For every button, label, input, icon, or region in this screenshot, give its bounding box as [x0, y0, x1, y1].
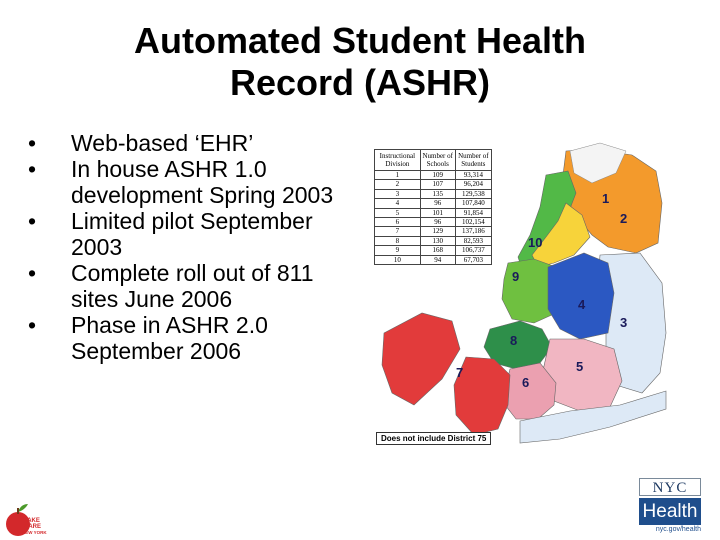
table-cell: 130	[420, 236, 455, 245]
map-label-4: 4	[578, 297, 586, 312]
table-row	[375, 199, 492, 208]
map-label-7: 7	[456, 365, 464, 380]
column-header: Number of Students	[455, 150, 491, 171]
map-label-2: 2	[620, 211, 628, 226]
map-label-10: 10	[528, 235, 543, 250]
health-logo-text: Health	[639, 498, 701, 525]
logo-url: nyc.gov/health	[655, 526, 701, 533]
table-row	[375, 218, 492, 227]
svg-text:NEW YORK: NEW YORK	[22, 530, 47, 535]
svg-text:TAKE: TAKE	[24, 518, 40, 524]
map-label-5: 5	[576, 359, 584, 374]
table-cell: 91,854	[455, 208, 491, 217]
bullet-list	[28, 130, 358, 364]
table-cell: 96	[420, 199, 455, 208]
bullet-item	[28, 208, 358, 260]
bullet-item	[28, 260, 358, 312]
bullet-item	[28, 130, 358, 156]
bullet-item	[28, 312, 358, 364]
bullet-text: Complete roll out of 811 sites June 2006	[71, 260, 314, 312]
table-cell: 4	[375, 199, 421, 208]
bullet-marker: •	[28, 156, 37, 182]
table-cell: 67,703	[455, 255, 491, 264]
bullet-text: Phase in ASHR 2.0 September 2006	[71, 312, 268, 364]
table-cell: 96	[420, 218, 455, 227]
map-label-9: 9	[512, 269, 520, 284]
division-table	[374, 149, 492, 265]
table-cell: 101	[420, 208, 455, 217]
nyc-health-logo	[639, 478, 701, 536]
table-cell: 129,538	[455, 189, 491, 198]
table-header-row	[375, 150, 492, 171]
table-cell: 137,186	[455, 227, 491, 236]
table-cell: 6	[375, 218, 421, 227]
table-cell: 93,314	[455, 171, 491, 180]
table-cell: 109	[420, 171, 455, 180]
bullet-text: Web-based ‘EHR’	[71, 130, 254, 156]
table-row	[375, 180, 492, 189]
map-label-1: 1	[602, 191, 610, 206]
table-row	[375, 227, 492, 236]
map-label-8: 8	[510, 333, 518, 348]
table-cell: 8	[375, 236, 421, 245]
bullet-marker: •	[28, 208, 37, 234]
column-header: Instructional Division	[375, 150, 421, 171]
slide-title	[40, 20, 680, 104]
map-label-6: 6	[522, 375, 530, 390]
table-cell: 3	[375, 189, 421, 198]
bullet-marker: •	[28, 130, 37, 156]
map-caption: Does not include District 75	[376, 432, 491, 445]
take-care-new-york-logo	[2, 500, 47, 538]
bullet-marker: •	[28, 260, 37, 286]
table-cell: 102,154	[455, 218, 491, 227]
svg-text:CARE: CARE	[24, 524, 42, 530]
table-row	[375, 246, 492, 255]
map-region-4	[548, 253, 614, 339]
table-cell: 107,840	[455, 199, 491, 208]
table-row	[375, 255, 492, 264]
table-row	[375, 171, 492, 180]
nyc-logo-text: NYC	[639, 478, 701, 496]
column-header: Number of Schools	[420, 150, 455, 171]
table-cell: 9	[375, 246, 421, 255]
table-cell: 1	[375, 171, 421, 180]
table-cell: 2	[375, 180, 421, 189]
table-cell: 7	[375, 227, 421, 236]
table-cell: 94	[420, 255, 455, 264]
table-cell: 5	[375, 208, 421, 217]
table-cell: 82,593	[455, 236, 491, 245]
division-map-figure	[370, 143, 668, 448]
bullet-item	[28, 156, 358, 208]
table-row	[375, 236, 492, 245]
bullet-text: In house ASHR 1.0 development Spring 2003	[71, 156, 334, 208]
table-cell: 96,204	[455, 180, 491, 189]
map-region-staten-island	[382, 313, 460, 405]
table-cell: 129	[420, 227, 455, 236]
table-cell: 135	[420, 189, 455, 198]
map-label-3: 3	[620, 315, 628, 330]
table-cell: 10	[375, 255, 421, 264]
table-row	[375, 208, 492, 217]
bullet-text: Limited pilot September 2003	[71, 208, 313, 260]
title-line-2: Record (ASHR)	[229, 62, 490, 103]
title-line-1: Automated Student Health	[133, 20, 586, 61]
bullet-marker: •	[28, 312, 37, 338]
table-cell: 107	[420, 180, 455, 189]
table-row	[375, 189, 492, 198]
table-cell: 106,737	[455, 246, 491, 255]
table-cell: 168	[420, 246, 455, 255]
